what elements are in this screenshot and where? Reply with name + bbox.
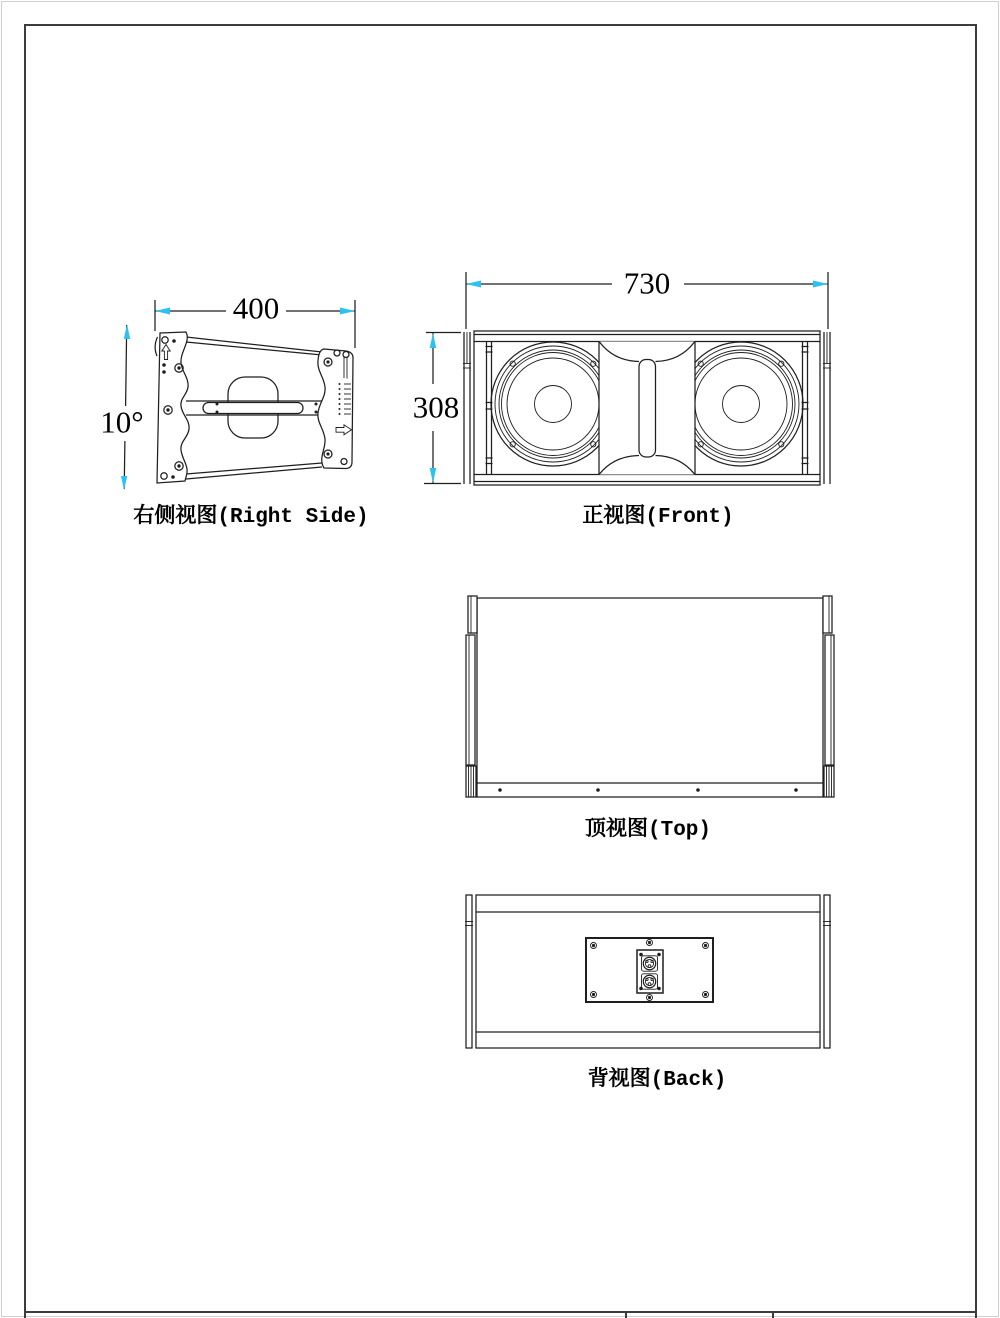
dimension-730-label: 730 (623, 265, 671, 301)
front-view-drawing (424, 272, 831, 485)
right-side-view-drawing (121, 300, 355, 490)
right-side-view-caption: 右侧视图(Right Side) (133, 506, 369, 529)
top-view-drawing (466, 596, 834, 797)
connector-plate (586, 938, 713, 1002)
top-view-caption: 顶视图(Top) (584, 819, 712, 842)
front-rigging-plate (155, 332, 189, 483)
back-view-drawing (465, 895, 831, 1048)
back-view-caption: 背视图(Back) (587, 1069, 727, 1092)
dimension-angle-label: 10° (100, 404, 144, 440)
top-rail-left (466, 596, 477, 797)
dimension-308-label: 308 (412, 389, 460, 425)
top-rail-right (823, 596, 834, 797)
horn-waveguide (599, 342, 695, 475)
top-cabinet (466, 596, 834, 797)
dimension-400-label: 400 (232, 290, 280, 326)
side-body (186, 337, 322, 479)
rear-rigging-plate (318, 349, 353, 469)
front-view-caption: 正视图(Front) (582, 506, 734, 529)
